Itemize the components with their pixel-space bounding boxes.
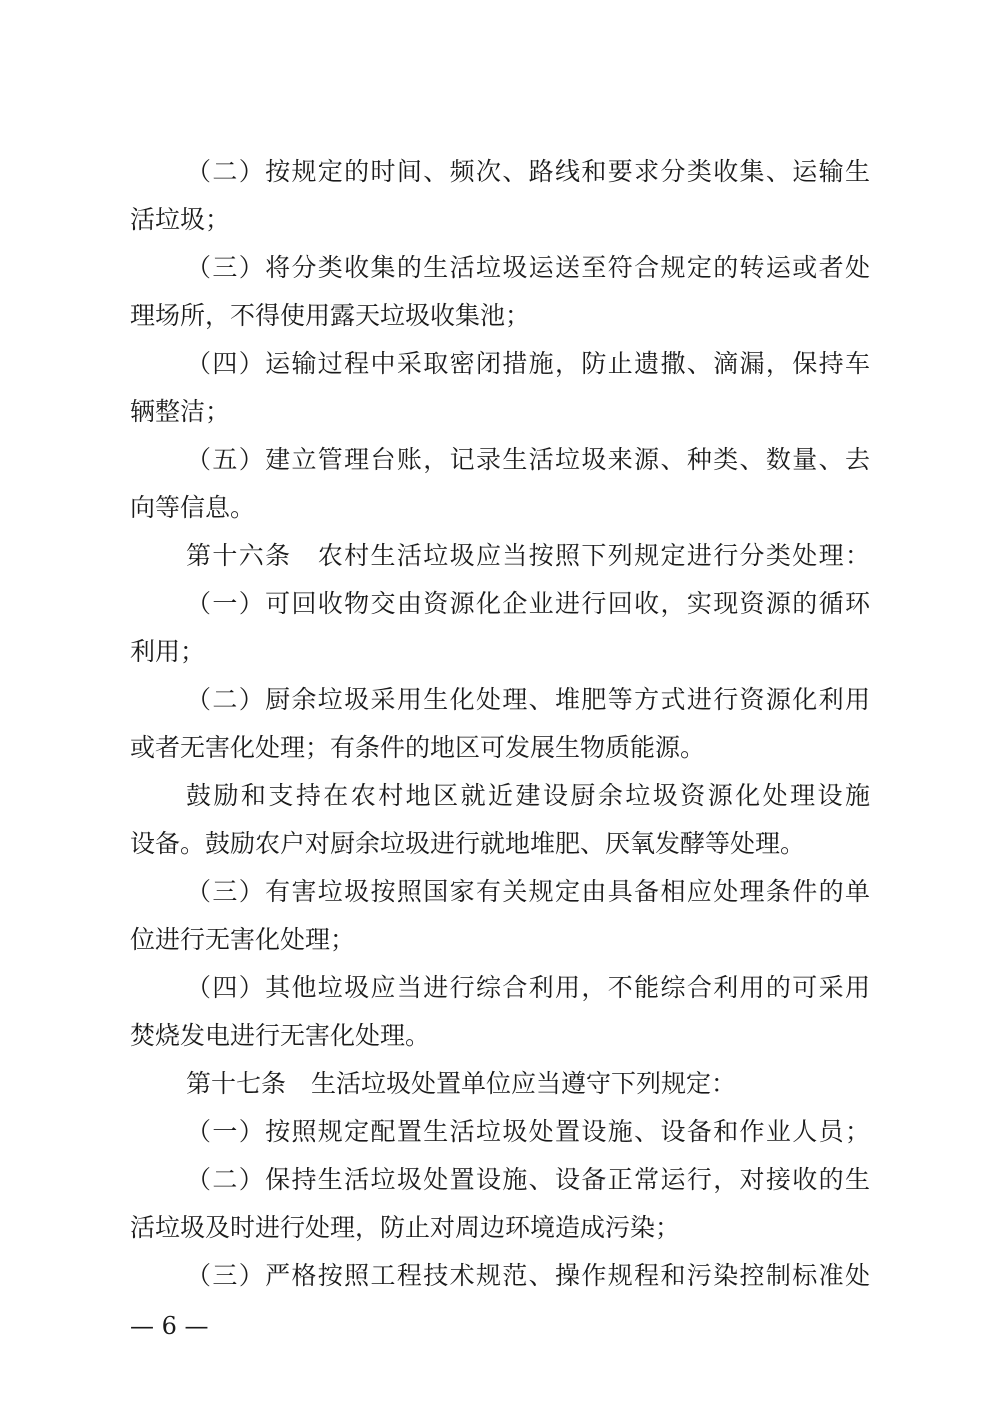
text-line: （五）建立管理台账，记录生活垃圾来源、种类、数量、去 xyxy=(186,445,870,474)
page-number: — 6 — xyxy=(130,1312,209,1340)
text-line: 焚烧发电进行无害化处理。 xyxy=(130,1021,431,1050)
text-line: 辆整洁； xyxy=(130,397,231,426)
text-line: 设备。鼓励农户对厨余垃圾进行就地堆肥、厌氧发酵等处理。 xyxy=(130,829,806,858)
text-line: 活垃圾及时进行处理，防止对周边环境造成污染； xyxy=(130,1213,681,1242)
text-line: 或者无害化处理；有条件的地区可发展生物质能源。 xyxy=(130,733,706,762)
text-line: （二）按规定的时间、频次、路线和要求分类收集、运输生 xyxy=(186,157,870,186)
text-line: （四）运输过程中采取密闭措施，防止遗撒、滴漏，保持车 xyxy=(186,349,870,378)
article-heading-line: 第十七条 生活垃圾处置单位应当遵守下列规定： xyxy=(186,1069,737,1098)
text-line: 理场所，不得使用露天垃圾收集池； xyxy=(130,301,531,330)
article-heading-line: 第十六条 农村生活垃圾应当按照下列规定进行分类处理： xyxy=(186,541,870,570)
text-line: （三）将分类收集的生活垃圾运送至符合规定的转运或者处 xyxy=(186,253,870,282)
text-line: （三）有害垃圾按照国家有关规定由具备相应处理条件的单 xyxy=(186,877,870,906)
text-line: 鼓励和支持在农村地区就近建设厨余垃圾资源化处理设施 xyxy=(186,781,870,810)
text-line: 向等信息。 xyxy=(130,493,256,522)
text-line: 活垃圾； xyxy=(130,205,231,234)
text-line: （一）可回收物交由资源化企业进行回收，实现资源的循环 xyxy=(186,589,870,618)
text-line: 利用； xyxy=(130,637,206,666)
text-line: （二）厨余垃圾采用生化处理、堆肥等方式进行资源化利用 xyxy=(186,685,870,714)
text-line: （三）严格按照工程技术规范、操作规程和污染控制标准处 xyxy=(186,1261,870,1290)
text-line: （一）按照规定配置生活垃圾处置设施、设备和作业人员； xyxy=(186,1117,870,1146)
text-line: （四）其他垃圾应当进行综合利用，不能综合利用的可采用 xyxy=(186,973,870,1002)
text-line: （二）保持生活垃圾处置设施、设备正常运行，对接收的生 xyxy=(186,1165,870,1194)
text-line: 位进行无害化处理； xyxy=(130,925,356,954)
